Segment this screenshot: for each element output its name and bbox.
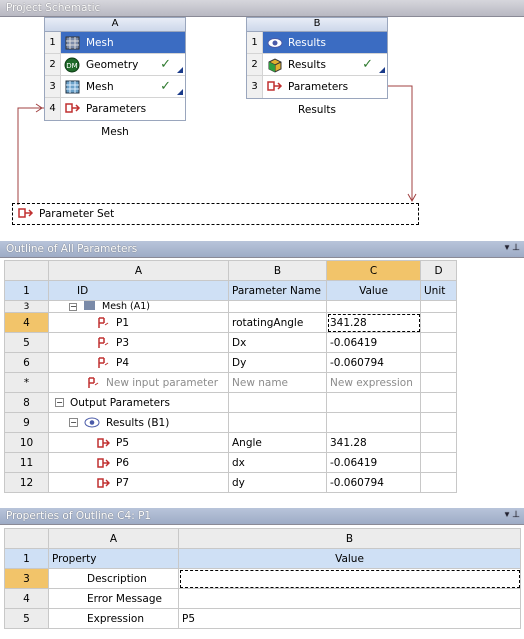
row-number: 9 [5, 413, 49, 433]
row-number: 11 [5, 453, 49, 473]
cell-number: 1 [45, 32, 61, 53]
row-id: P6 [116, 456, 130, 469]
cell-number: 1 [247, 32, 263, 53]
cell-label: Results [288, 58, 326, 71]
table-row[interactable] [5, 433, 457, 453]
new-name-field[interactable]: New name [229, 373, 327, 393]
system-a-column-header: A [45, 18, 185, 32]
collapse-icon[interactable]: − [70, 301, 77, 311]
row-id: Output Parameters [70, 396, 170, 409]
property-name: Description [49, 569, 179, 589]
row-number: 6 [5, 353, 49, 373]
table-row[interactable] [5, 413, 457, 433]
row-id: Mesh (A1) [102, 301, 150, 312]
table-row[interactable] [5, 353, 457, 373]
property-name: Expression [49, 609, 179, 629]
system-b-caption[interactable]: Results [298, 104, 336, 116]
column-header-a[interactable]: A [49, 261, 229, 281]
row-number: 1 [5, 549, 49, 569]
row-number: 4 [5, 313, 49, 333]
column-header-b[interactable]: B [229, 261, 327, 281]
input-parameter-icon [97, 317, 110, 328]
cell-number: 2 [247, 54, 263, 75]
row-number: 5 [5, 609, 49, 629]
row-id: P1 [116, 316, 130, 329]
check-icon: ✓ [362, 57, 373, 72]
corner-cell [5, 529, 49, 549]
input-parameter-icon [87, 377, 100, 388]
outline-title-bar [0, 241, 524, 258]
table-header-row [5, 281, 457, 301]
row-unit[interactable] [421, 433, 457, 453]
cell-label: Parameters [288, 81, 349, 93]
row-number: 3 [5, 569, 49, 589]
header-id: ID [49, 281, 229, 301]
column-header-c[interactable]: C [327, 261, 421, 281]
row-name[interactable]: Dy [229, 353, 327, 373]
row-name[interactable]: dx [229, 453, 327, 473]
cell-label: Parameters [86, 103, 147, 115]
outline-table [4, 260, 457, 493]
table-row[interactable] [5, 589, 521, 609]
parameters-icon [17, 206, 35, 222]
column-header-b[interactable]: B [179, 529, 521, 549]
column-header-a[interactable]: A [49, 529, 179, 549]
table-row[interactable] [5, 301, 457, 313]
description-value[interactable] [179, 569, 521, 589]
row-number: 12 [5, 473, 49, 493]
row-value[interactable]: -0.06419 [327, 453, 421, 473]
output-parameter-icon [97, 437, 110, 448]
header-property: Property [49, 549, 179, 569]
row-value[interactable]: 341.28 [327, 313, 421, 333]
error-message-value[interactable] [179, 589, 521, 609]
cell-number: 3 [247, 76, 263, 98]
table-header-row [5, 549, 521, 569]
table-row[interactable] [5, 313, 457, 333]
row-value[interactable]: 341.28 [327, 433, 421, 453]
cell-label: Mesh [86, 80, 114, 93]
check-icon: ✓ [160, 57, 171, 72]
row-id: P3 [116, 336, 130, 349]
table-row[interactable] [5, 333, 457, 353]
row-unit[interactable] [421, 473, 457, 493]
output-parameter-icon [97, 457, 110, 468]
system-a-caption[interactable]: Mesh [101, 126, 129, 138]
properties-table [4, 528, 521, 629]
table-row[interactable] [5, 473, 457, 493]
row-number: * [5, 373, 49, 393]
row-name[interactable]: dy [229, 473, 327, 493]
input-parameter-icon [97, 337, 110, 348]
schematic-title: Project Schematic [6, 2, 101, 14]
row-name[interactable]: Dx [229, 333, 327, 353]
properties-pane [0, 508, 524, 639]
collapse-icon[interactable]: − [56, 398, 63, 407]
row-number: 3 [5, 301, 49, 313]
properties-title: Properties of Outline C4: P1 [6, 510, 152, 522]
new-parameter-row[interactable] [5, 373, 457, 393]
header-unit: Unit [421, 281, 457, 301]
check-icon: ✓ [160, 79, 171, 94]
row-number: 8 [5, 393, 49, 413]
property-name: Error Message [49, 589, 179, 609]
row-unit[interactable] [421, 373, 457, 393]
row-unit[interactable] [421, 313, 457, 333]
row-id: Results (B1) [106, 416, 170, 429]
header-parameter-name: Parameter Name [229, 281, 327, 301]
properties-title-bar [0, 508, 524, 525]
cell-label: Mesh [86, 36, 114, 49]
row-number: 1 [5, 281, 49, 301]
row-value[interactable]: -0.060794 [327, 473, 421, 493]
parameter-set-bar[interactable] [12, 203, 419, 225]
cell-number: 3 [45, 76, 61, 97]
table-row[interactable] [5, 569, 521, 589]
new-input-parameter: New input parameter [106, 376, 219, 389]
mesh-icon [83, 301, 96, 312]
row-unit[interactable] [421, 453, 457, 473]
table-row[interactable] [5, 609, 521, 629]
row-value[interactable]: -0.06419 [327, 333, 421, 353]
cell-number: 4 [45, 98, 61, 120]
system-b-column-header: B [247, 18, 387, 32]
outline-title: Outline of All Parameters [6, 243, 138, 255]
new-expression-field[interactable]: New expression [327, 373, 421, 393]
cell-label: Geometry [86, 58, 139, 71]
project-schematic-pane [0, 0, 524, 238]
expression-value[interactable]: P5 [179, 609, 521, 629]
header-value: Value [327, 281, 421, 301]
cell-number: 2 [45, 54, 61, 75]
row-unit[interactable] [421, 333, 457, 353]
cell-label: Results [288, 36, 326, 49]
results-eye-icon [84, 417, 100, 428]
row-name[interactable]: rotatingAngle [229, 313, 327, 333]
table-row[interactable] [5, 453, 457, 473]
column-header-d[interactable]: D [421, 261, 457, 281]
parameter-set-label: Parameter Set [39, 208, 115, 220]
input-parameter-icon [97, 357, 110, 368]
outline-pane [0, 241, 524, 505]
row-number: 5 [5, 333, 49, 353]
row-number: 4 [5, 589, 49, 609]
pin-icon[interactable]: ▾ ⊥ [504, 510, 520, 520]
corner-cell [5, 261, 49, 281]
svg-text:DM: DM [66, 61, 78, 70]
row-unit[interactable] [421, 353, 457, 373]
collapse-icon[interactable]: − [70, 418, 77, 427]
row-id: P4 [116, 356, 130, 369]
pin-icon[interactable]: ▾ ⊥ [504, 243, 520, 253]
table-row[interactable] [5, 393, 457, 413]
row-number: 10 [5, 433, 49, 453]
row-name[interactable]: Angle [229, 433, 327, 453]
header-value: Value [179, 549, 521, 569]
row-id: P7 [116, 476, 130, 489]
row-value[interactable]: -0.060794 [327, 353, 421, 373]
row-id: P5 [116, 436, 130, 449]
output-parameter-icon [97, 477, 110, 488]
